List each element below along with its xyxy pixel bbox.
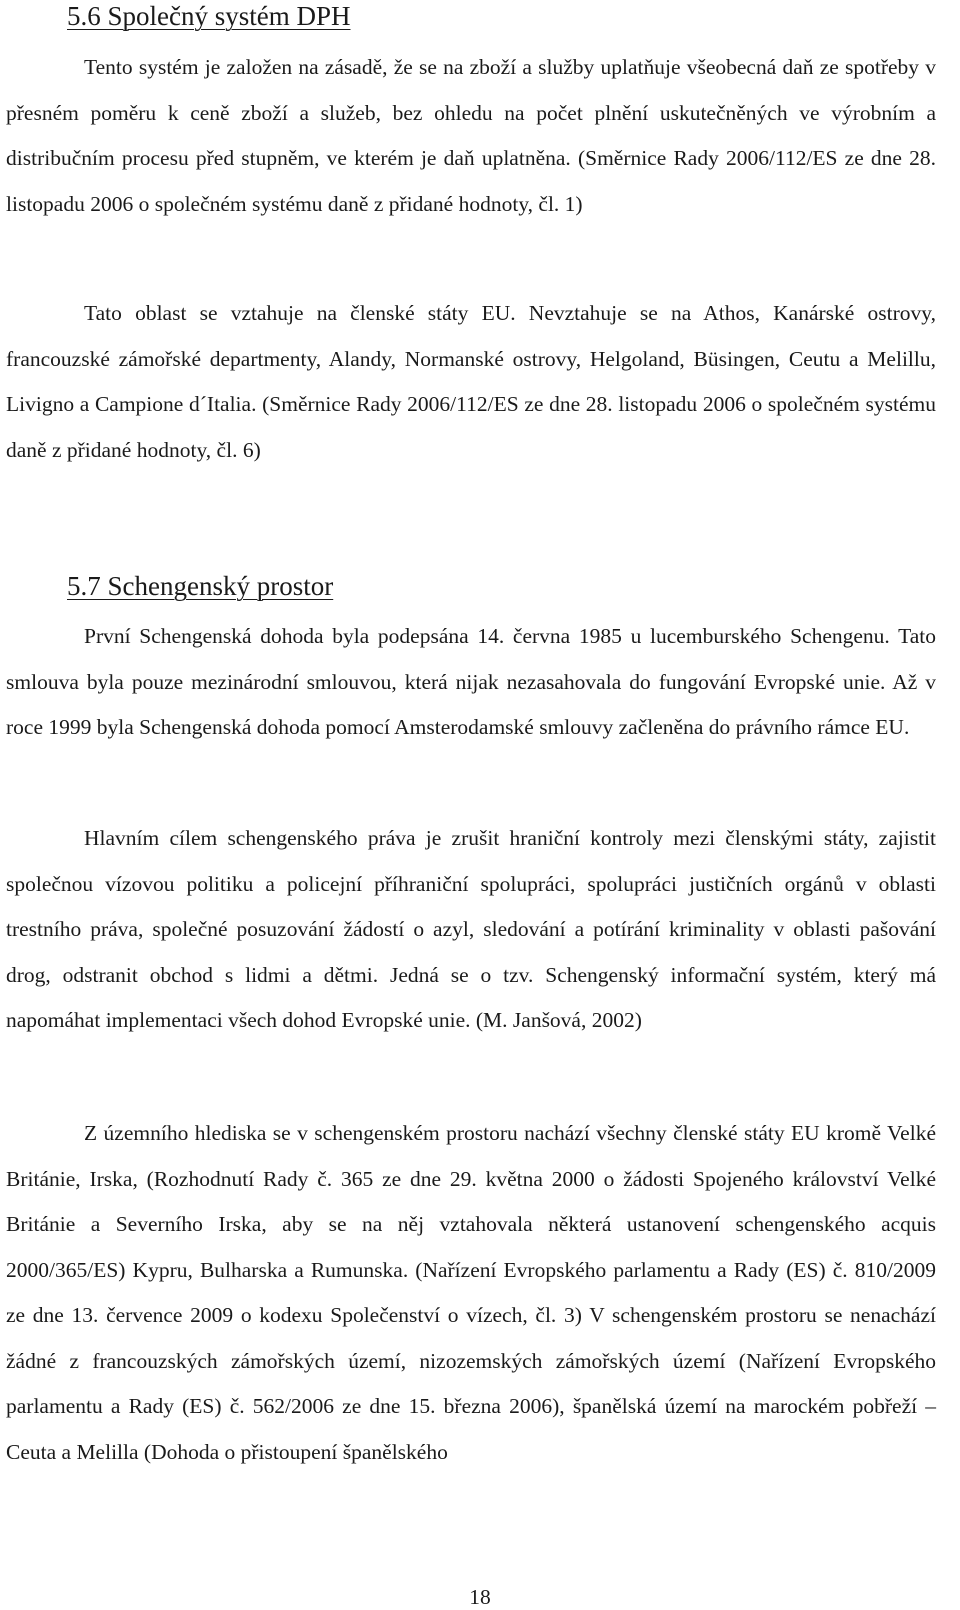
section-heading-schengen: 5.7 Schengenský prostor [67, 571, 334, 601]
paragraph-schengen-goals: Hlavním cílem schengenského práva je zrušit hraniční kontroly mezi členskými státy, zajistit společnou vízovou politiku a policejní příhraniční spolupráci, spolupráci justičních orgánů v oblasti trestního práva, společné posuzování žádostí o azyl, sledování a potírání kriminality v oblasti pašování drog, odstranit obchod s lidmi a dětmi. Jedná se o tzv. Schengenský informační systém, který má napomáhat implementaci všech dohod Evropské unie. (M. Janšová, 2002) [6, 826, 936, 1032]
page-number: 18 [469, 1585, 491, 1609]
paragraph-schengen-history: První Schengenská dohoda byla podepsána 14. června 1985 u lucemburského Schengenu. Tato smlouva byla pouze mezinárodní smlouvou, která nijak nezasahovala do fungování Evropské unie. Až v roce 1999 byla Schengenská dohoda pomocí Amsterodamské smlouvy začleněna do právního rámce EU. [6, 624, 936, 739]
paragraph-vat-principle: Tento systém je založen na zásadě, že se na zboží a služby uplatňuje všeobecná daň ze spotřeby v přesném poměru k ceně zboží a služeb, bez ohledu na počet plnění uskutečněných ve výrobním a distribučním procesu před stupněm, ve kterém je daň uplatněna. (Směrnice Rady 2006/112/ES ze dne 28. listopadu 2006 o společném systému daně z přidané hodnoty, čl. 1) [6, 55, 936, 216]
paragraph-vat-territory: Tato oblast se vztahuje na členské státy EU. Nevztahuje se na Athos, Kanárské ostrovy, francouzské zámořské departmenty, Alandy, Normanské ostrovy, Helgoland, Büsingen, Ceutu a Melillu, Livigno a Campione d´Italia. (Směrnice Rady 2006/112/ES ze dne 28. listopadu 2006 o společném systému daně z přidané hodnoty, čl. 6) [6, 301, 936, 462]
section-heading-vat: 5.6 Společný systém DPH [67, 1, 351, 31]
paragraph-schengen-territory: Z územního hlediska se v schengenském prostoru nachází všechny členské státy EU kromě Velké Británie, Irska, (Rozhodnutí Rady č. 365 ze dne 29. května 2000 o žádosti Spojeného království Velké Británie a Severního Irska, aby se na něj vztahovala některá ustanovení schengenského acquis 2000/365/ES) Kypru, Bulharska a Rumunska. (Nařízení Evropského parlamentu a Rady (ES) č. 810/2009 ze dne 13. července 2009 o kodexu Společenství o vízech, čl. 3) V schengenském prostoru se nenachází žádné z francouzských zámořských území, nizozemských zámořských území (Nařízení Evropského parlamentu a Rady (ES) č. 562/2006 ze dne 15. března 2006), španělská území na marockém pobřeží – Ceuta a Melilla (Dohoda o přistoupení španělského [6, 1121, 936, 1464]
